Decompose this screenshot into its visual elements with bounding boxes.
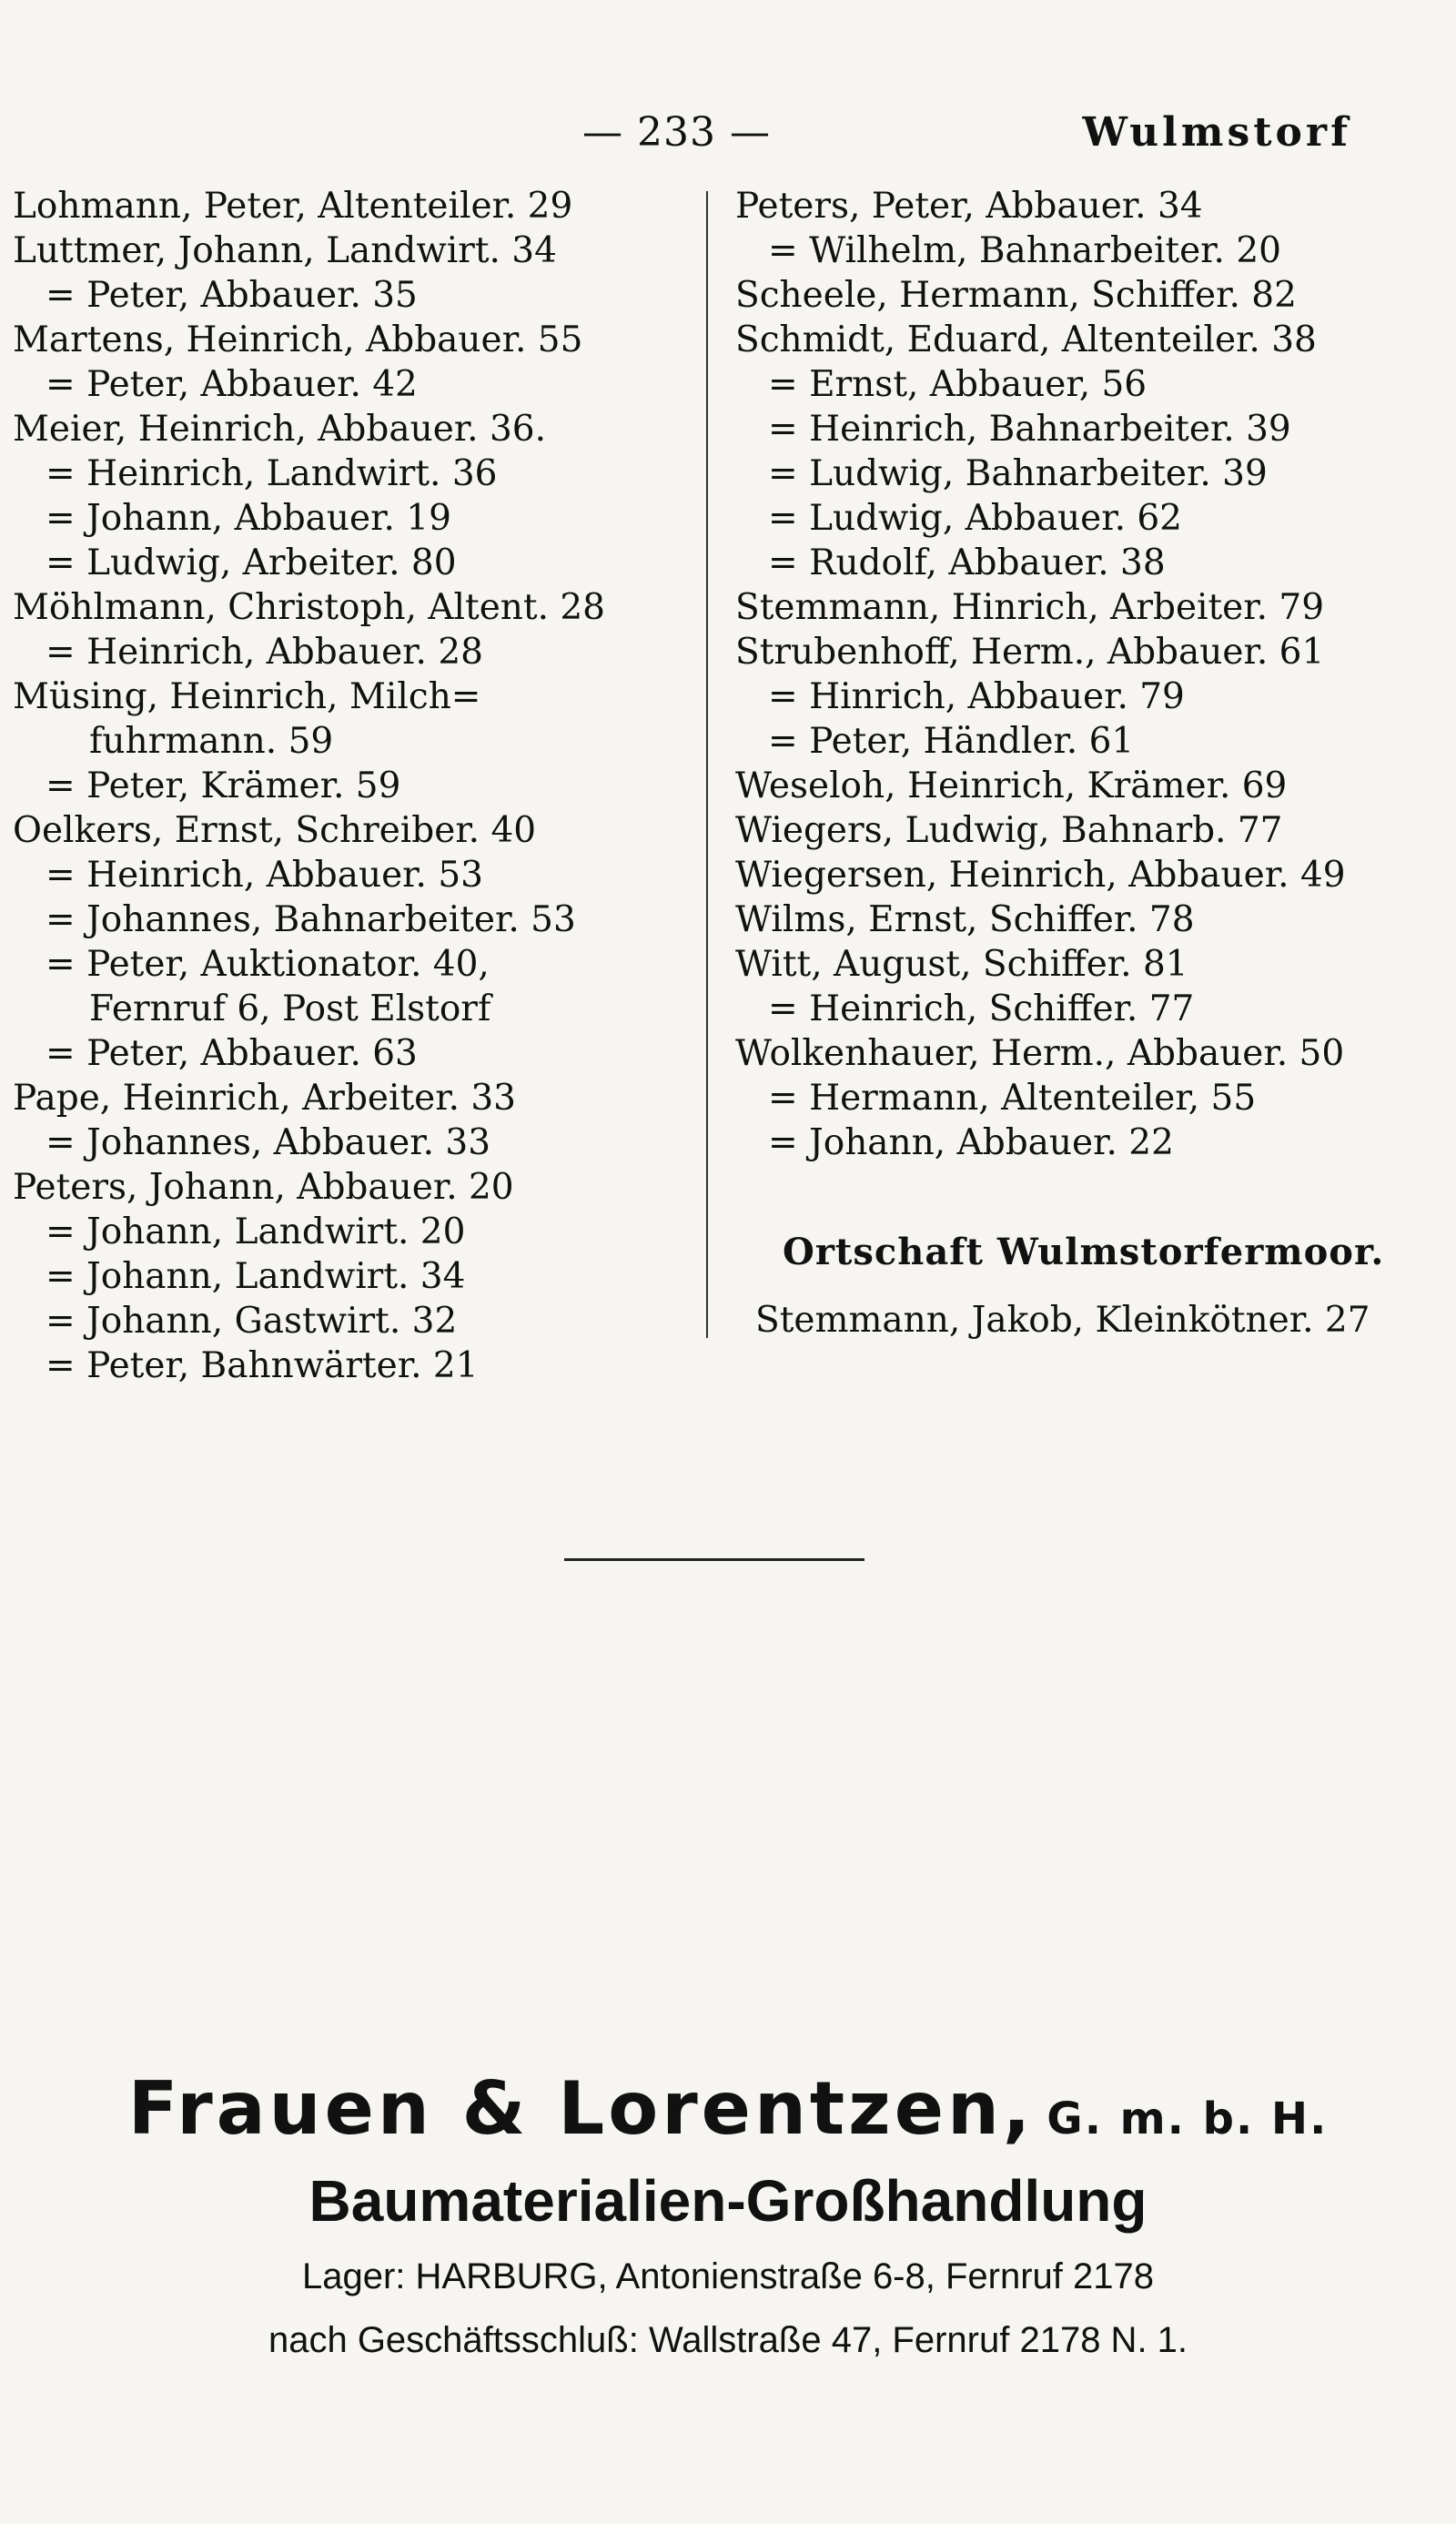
directory-entry: Peters, Johann, Abbauer. 20 — [13, 1167, 514, 1208]
directory-entry: = Ludwig, Abbauer. 62 — [768, 498, 1182, 539]
directory-entry: = Peter, Bahnwärter. 21 — [46, 1345, 479, 1386]
directory-entry: = Johann, Gastwirt. 32 — [46, 1301, 458, 1342]
directory-entry: = Johannes, Bahnarbeiter. 53 — [46, 899, 576, 940]
directory-entry: = Johann, Abbauer. 19 — [46, 498, 451, 539]
directory-entry: Oelkers, Ernst, Schreiber. 40 — [13, 810, 537, 851]
directory-entry: Meier, Heinrich, Abbauer. 36. — [13, 409, 546, 450]
directory-entry: = Heinrich, Abbauer. 28 — [46, 632, 483, 673]
directory-entry: Strubenhoff, Herm., Abbauer. 61 — [735, 632, 1325, 673]
directory-entry: Stemmann, Hinrich, Arbeiter. 79 — [735, 587, 1325, 628]
directory-entry: Wilms, Ernst, Schiffer. 78 — [735, 899, 1195, 940]
advertisement — [0, 2066, 1456, 2362]
left-column — [13, 184, 686, 1388]
ad-address-line: Lager: HARBURG, Antonienstraße 6-8, Fernruf 2178 — [301, 2256, 1154, 2296]
directory-entry: = Johann, Landwirt. 20 — [46, 1211, 466, 1252]
directory-entry: Scheele, Hermann, Schiffer. 82 — [735, 275, 1297, 316]
directory-entry: Fernruf 6, Post Elstorf — [89, 988, 491, 1029]
directory-entry: = Hinrich, Abbauer. 79 — [768, 676, 1185, 717]
directory-entry: Witt, August, Schiffer. 81 — [735, 944, 1188, 985]
ad-afterhours-line: nach Geschäftsschluß: Wallstraße 47, Fernruf 2178 N. 1. — [268, 2320, 1188, 2360]
directory-entry: = Ludwig, Arbeiter. 80 — [46, 542, 457, 583]
directory-entry: Pape, Heinrich, Arbeiter. 33 — [13, 1078, 516, 1119]
place-heading: Wulmstorf — [1082, 109, 1351, 156]
ad-business: Baumaterialien-Großhandlung — [308, 2168, 1148, 2234]
section-entry: Stemmann, Jakob, Kleinkötner. 27 — [755, 1300, 1370, 1341]
directory-entry: Wiegers, Ludwig, Bahnarb. 77 — [735, 810, 1283, 851]
directory-entry: Wiegersen, Heinrich, Abbauer. 49 — [735, 855, 1346, 896]
directory-entry: Möhlmann, Christoph, Altent. 28 — [13, 587, 605, 628]
directory-entry: = Wilhelm, Bahnarbeiter. 20 — [768, 230, 1281, 271]
directory-entry: = Peter, Krämer. 59 — [46, 765, 401, 806]
directory-entry: Peters, Peter, Abbauer. 34 — [735, 186, 1203, 227]
ad-company-line — [0, 2066, 1456, 2151]
directory-entry: = Ernst, Abbauer, 56 — [768, 364, 1148, 405]
directory-entry: = Rudolf, Abbauer. 38 — [768, 542, 1166, 583]
directory-entry: Weseloh, Heinrich, Krämer. 69 — [735, 765, 1288, 806]
directory-entry: = Johann, Abbauer. 22 — [768, 1122, 1174, 1163]
directory-entry: = Hermann, Altenteiler, 55 — [768, 1078, 1257, 1119]
directory-entry: = Heinrich, Landwirt. 36 — [46, 453, 498, 494]
directory-entry: Luttmer, Johann, Landwirt. 34 — [13, 230, 557, 271]
column-divider — [706, 191, 708, 1338]
directory-entry: = Johannes, Abbauer. 33 — [46, 1122, 491, 1163]
section-title: Ortschaft Wulmstorfermoor. — [783, 1231, 1385, 1273]
directory-entry: = Peter, Händler. 61 — [768, 721, 1135, 762]
directory-entry: Martens, Heinrich, Abbauer. 55 — [13, 319, 583, 360]
directory-entry: = Ludwig, Bahnarbeiter. 39 — [768, 453, 1268, 494]
directory-entry: = Peter, Abbauer. 63 — [46, 1033, 418, 1074]
directory-entry: = Johann, Landwirt. 34 — [46, 1256, 466, 1297]
directory-entry: = Peter, Auktionator. 40, — [46, 944, 490, 985]
directory-entry: fuhrmann. 59 — [89, 721, 334, 762]
horizontal-rule — [564, 1558, 864, 1561]
directory-entry: = Heinrich, Abbauer. 53 — [46, 855, 483, 896]
directory-entry: = Peter, Abbauer. 35 — [46, 275, 418, 316]
ad-company-name: Frauen & Lorentzen, — [127, 2066, 1035, 2151]
directory-entry: = Heinrich, Bahnarbeiter. 39 — [768, 409, 1291, 450]
directory-entry: = Heinrich, Schiffer. 77 — [768, 988, 1195, 1029]
directory-entry: = Peter, Abbauer. 42 — [46, 364, 418, 405]
directory-entry: Wolkenhauer, Herm., Abbauer. 50 — [735, 1033, 1345, 1074]
directory-entry: Schmidt, Eduard, Altenteiler. 38 — [735, 319, 1317, 360]
ad-company-suffix: G. m. b. H. — [1046, 2093, 1329, 2144]
directory-entry: Müsing, Heinrich, Milch= — [13, 676, 481, 717]
directory-entry: Lohmann, Peter, Altenteiler. 29 — [13, 186, 573, 227]
page-number: — 233 — — [582, 109, 771, 156]
right-column — [735, 184, 1390, 1165]
